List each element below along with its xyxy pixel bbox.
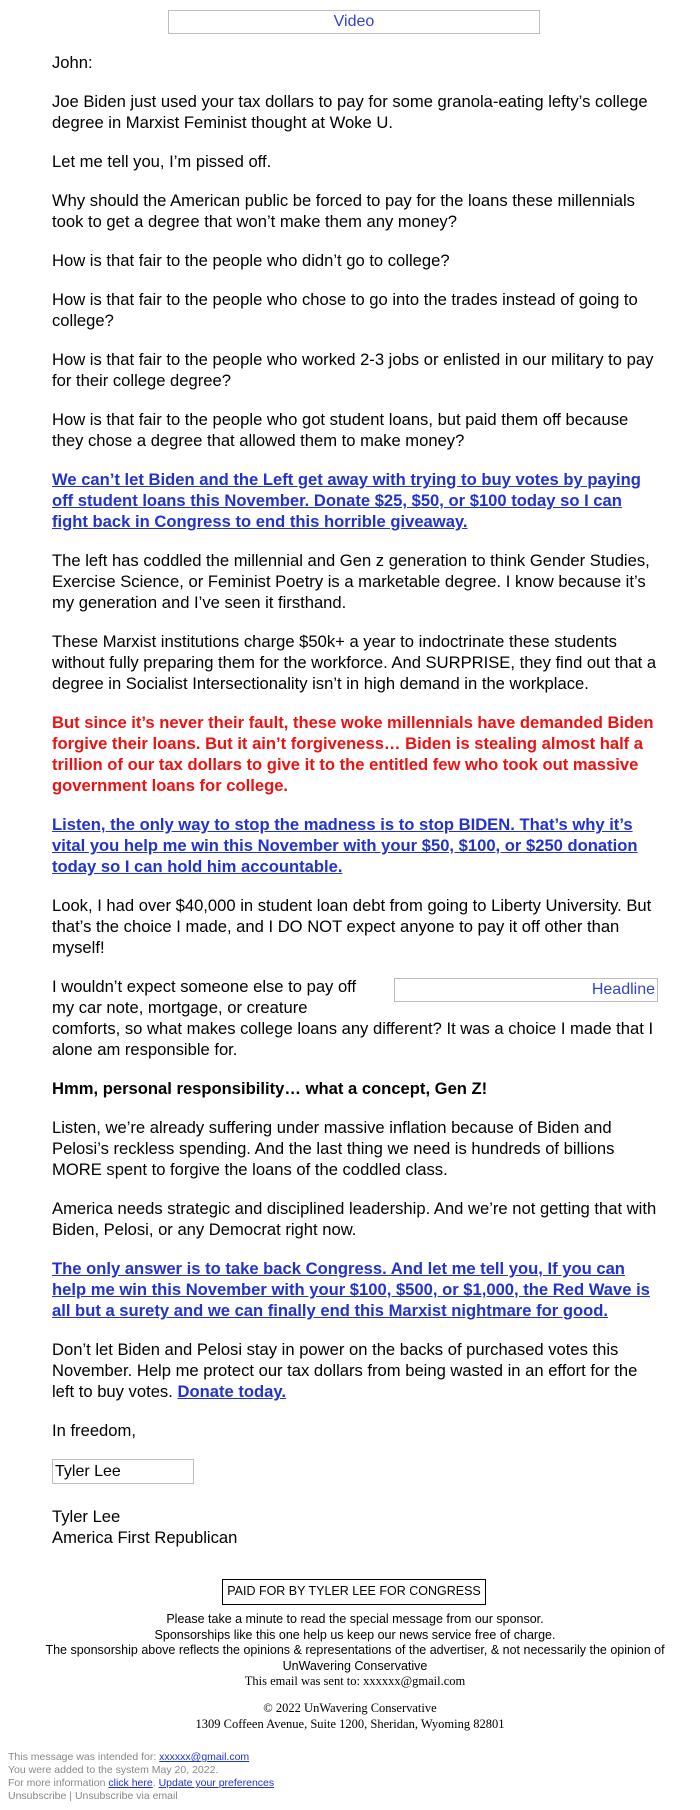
letter-body [52,52,658,1548]
donate-link-1[interactable]: We can’t let Biden and the Left get away with trying to buy votes by paying off student loans this November. Donate $25, $50, or $100 today so I can fight back in Congress to end this horrible giveaway. [52,470,641,531]
copyright: © 2022 UnWavering Conservative [263,1701,437,1715]
paragraph: Joe Biden just used your tax dollars to pay for some granola-eating lefty’s college degree in Marxist Feminist thought at Woke U. [52,92,648,132]
unsubscribe-link[interactable]: Unsubscribe [8,1790,67,1802]
paragraph [52,1339,658,1402]
sponsor-notice [30,1612,680,1690]
paragraph: Let me tell you, I’m pissed off. [52,152,272,171]
signature-image-placeholder: Tyler Lee [52,1459,194,1484]
paragraph: How is that fair to the people who got student loans, but paid them off because they chose a degree that allowed them to make money? [52,410,629,450]
sponsor-line: Please take a minute to read the special message from our sponsor. [166,1612,544,1626]
paragraph: The left has coddled the millennial and Gen z generation to think Gender Studies, Exercise Science, or Feminist Poetry is a marketable degree. I know because it’s my generation and I’ve seen it firsthand. [52,551,650,612]
closing: In freedom, [52,1421,136,1440]
signer-name: Tyler Lee [52,1507,121,1526]
unsubscribe-line [8,1790,688,1803]
paragraph-with-image [52,976,658,1060]
intended-line [8,1751,688,1764]
separator: | [69,1790,73,1802]
bold-statement: Hmm, personal responsibility… what a concept, Gen Z! [52,1079,488,1098]
sponsor-line: The sponsorship above reflects the opinions & representations of the advertiser, & not necessarily the opinion of UnWavering Conservative [45,1643,665,1673]
footer-copyright [0,1700,700,1732]
sent-to-line: This email was sent to: xxxxxx@gmail.com [244,1674,466,1688]
greeting: John: [52,53,93,72]
paragraph-text: I wouldn’t expect someone else to pay off my car note, mortgage, or creature comforts, so what makes college loans any different? It was a choice I made that I alone am responsible for. [52,977,654,1059]
paragraph: How is that fair to the people who chose to go into the trades instead of going to college? [52,290,638,330]
click-here-link[interactable]: click here [108,1777,153,1789]
added-line: You were added to the system May 20, 2022. [8,1764,219,1776]
video-image-placeholder[interactable]: Video [168,10,540,34]
paid-for-disclaimer: PAID FOR BY TYLER LEE FOR CONGRESS [222,1579,486,1605]
paragraph-text: Don’t let Biden and Pelosi stay in power on the backs of purchased votes this November. Help me protect our tax dollars from being wasted in an effort for the left to buy votes. [52,1340,638,1401]
headline-image-placeholder[interactable]: Headline [394,978,658,1002]
info-prefix: For more information [8,1777,106,1789]
paragraph: Look, I had over $40,000 in student loan debt from going to Liberty University. But that’s the choice I made, and I DO NOT expect anyone to pay it off other than myself! [52,896,652,957]
donate-link-2[interactable]: Listen, the only way to stop the madness is to stop BIDEN. That’s why it’s vital you help me win this November with your $50, $100, or $250 donation today so I can hold him accountable. [52,815,638,876]
info-line: For more information click here. Update your preferences [8,1777,275,1789]
donate-link-3[interactable]: The only answer is to take back Congress. And let me tell you, If you can help me win this November with your $100, $500, or $1,000, the Red Wave is all but a surety and we can finally end this Marxist nightmare for good. [52,1259,650,1320]
paragraph: How is that fair to the people who worked 2-3 jobs or enlisted in our military to pay for their college degree? [52,350,654,390]
update-preferences-link[interactable]: Update your preferences [158,1777,275,1789]
paragraph: America needs strategic and disciplined leadership. And we’re not getting that with Biden, Pelosi, or any Democrat right now. [52,1199,657,1239]
fine-print [8,1751,688,1803]
paragraph: These Marxist institutions charge $50k+ a year to indoctrinate these students without fully preparing them for the workforce. And SURPRISE, they find out that a degree in Socialist Intersectionality isn’t in high demand in the workplace. [52,632,657,693]
paragraph: Why should the American public be forced to pay for the loans these millennials took to get a degree that won’t make them any money? [52,191,635,231]
address: 1309 Coffeen Avenue, Suite 1200, Sheridan, Wyoming 82801 [195,1717,505,1731]
red-callout: But since it’s never their fault, these woke millennials have demanded Biden forgive their loans. But it ain’t forgiveness… Biden is stealing almost half a trillion of our tax dollars to give it to the entitled few who took out massive government loans for college. [52,713,654,795]
signer-title: America First Republican [52,1528,238,1547]
paragraph: Listen, we’re already suffering under massive inflation because of Biden and Pelosi’s reckless spending. And the last thing we need is hundreds of billions MORE spent to forgive the loans of the coddled class. [52,1118,615,1179]
intended-email-link[interactable]: xxxxxx@gmail.com [159,1751,250,1763]
sponsor-line: Sponsorships like this one help us keep our news service free of charge. [154,1627,556,1642]
unsubscribe-email-link[interactable]: Unsubscribe via email [74,1790,178,1802]
intended-prefix: This message was intended for: [8,1751,157,1763]
donate-today-link[interactable]: Donate today. [177,1382,286,1401]
paragraph: How is that fair to the people who didn’t go to college? [52,251,450,270]
